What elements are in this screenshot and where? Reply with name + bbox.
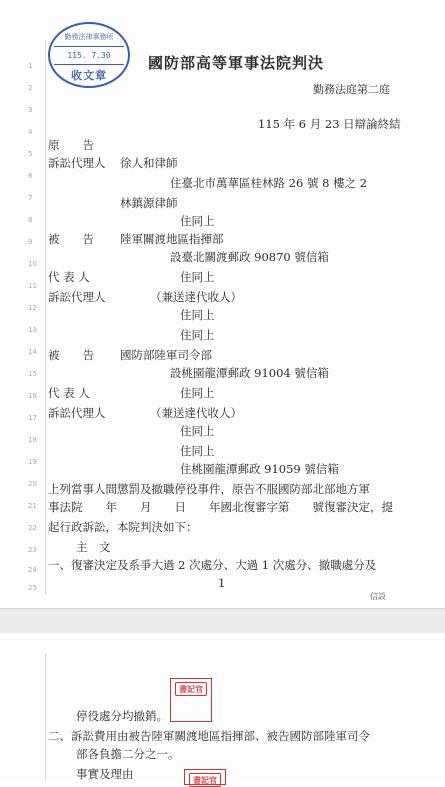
line-number: 8 (28, 216, 33, 224)
line-number: 7 (28, 194, 33, 202)
margin-rule (45, 40, 46, 595)
line-number: 5 (28, 150, 33, 158)
defendant-1-counsel-address: 住同上 (180, 308, 215, 322)
page-separator (0, 608, 445, 634)
representative-1-address: 住同上 (180, 270, 215, 284)
line-number: 22 (28, 524, 37, 532)
stamp-date: 115. 7.30 (67, 51, 111, 60)
defendant-2-counsel-address: 住同上 (180, 444, 215, 458)
line-number: 6 (28, 172, 33, 180)
receipt-stamp (48, 22, 130, 88)
line-number: 17 (28, 414, 37, 422)
main-text-heading: 主 文 (76, 540, 111, 554)
line-number: 20 (28, 480, 37, 488)
defendant-1-counsel-note: （兼送達代收人） (150, 290, 242, 304)
line-number: 4 (28, 128, 33, 136)
representative-1-label: 代 表 人 (48, 270, 90, 284)
line-number: 18 (28, 436, 37, 444)
clerk-seal (170, 678, 212, 722)
defendant-1-address: 設臺北關渡郵政 90870 號信箱 (170, 250, 329, 264)
line-number: 10 (28, 260, 37, 268)
line-number: 2 (28, 84, 33, 92)
line-number: 1 (28, 62, 33, 70)
line-number: 19 (28, 458, 37, 466)
defendant-2-address: 設桃園龍潭郵政 91004 號信箱 (170, 366, 329, 380)
counsel-1-name: 徐人和律師 (120, 156, 178, 170)
defendant-1-counsel-address: 住同上 (180, 328, 215, 342)
defendant-1-label: 被 告 (48, 232, 94, 246)
line-number: 25 (28, 584, 37, 592)
line-number: 15 (28, 370, 37, 378)
defendant-2-label: 被 告 (48, 348, 94, 362)
line-number: 3 (28, 106, 33, 114)
representative-2-address: 住同上 (180, 386, 215, 400)
stamp-organization: 勤務法律事務所 (64, 33, 114, 41)
defendant-2-counsel-note: （兼送達代收人） (150, 406, 242, 420)
line-number: 21 (28, 502, 37, 510)
line-number: 24 (28, 566, 37, 574)
plaintiff-label: 原 告 (48, 138, 94, 152)
counsel-2-name: 林鎮源律師 (120, 196, 178, 210)
stamp-label: 收文章 (71, 69, 107, 82)
line-number: 11 (28, 282, 37, 290)
court-division: 勤務法庭第二庭 (313, 83, 390, 96)
line-number: 13 (28, 326, 37, 334)
ruling-item-1-continued: 停役處分均撤銷。 (76, 709, 168, 723)
defendant-1-name: 陸軍關渡地區指揮部 (120, 232, 224, 246)
defendant-1-counsel-label: 訴訟代理人 (48, 290, 106, 304)
plaintiff-counsel-label: 訴訟代理人 (48, 156, 106, 170)
line-number: 12 (28, 304, 37, 312)
defendant-2-name: 國防部陸軍司令部 (120, 348, 212, 362)
counsel-1-address: 住臺北市萬華區桂林路 26 號 8 樓之 2 (170, 176, 368, 190)
defendant-2-counsel-label: 訴訟代理人 (48, 406, 106, 420)
page-number: 1 (218, 576, 226, 590)
line-number: 9 (28, 238, 33, 246)
representative-2-label: 代 表 人 (48, 386, 90, 400)
line-number: 16 (28, 392, 37, 400)
body-paragraph-line: 起行政訴訟，本院判決如下： (48, 520, 198, 534)
clerk-seal (184, 769, 226, 785)
footer-note: 信設 (370, 592, 386, 601)
body-paragraph-line: 上列當事人間懲罰及撤職停役事件，原告不服國防部北部地方軍 (48, 482, 370, 496)
line-number: 14 (28, 348, 37, 356)
margin-rule (45, 653, 46, 781)
facts-and-reasons-heading: 事實及理由 (76, 767, 134, 781)
defendant-2-counsel-address: 住同上 (180, 424, 215, 438)
ruling-item-2: 二、訴訟費用由被告陸軍關渡地區指揮部、被告國防部陸軍司令 (48, 729, 370, 743)
clerk-seal-label: 書記官 (189, 773, 221, 787)
document-page-2 (0, 633, 445, 785)
ruling-item-2-continued: 部各負擔二分之一。 (76, 747, 180, 761)
clerk-seal-label: 書記官 (175, 682, 207, 696)
ruling-item-1: 一、復審決定及系爭大過 2 次處分、大過 1 次處分、撤職處分及 (48, 558, 377, 572)
counsel-2-address: 住同上 (180, 214, 215, 228)
line-number: 23 (28, 546, 37, 554)
body-paragraph-line: 事法院 年 月 日 年國北復審字第 號復審決定，提 (48, 500, 393, 514)
hearing-close-date: 115 年 6 月 23 日辯論終結 (258, 117, 401, 131)
document-title: 國防部高等軍事法院判決 (148, 54, 325, 72)
defendant-2-counsel-address: 住桃園龍潭郵政 91059 號信箱 (180, 462, 339, 476)
